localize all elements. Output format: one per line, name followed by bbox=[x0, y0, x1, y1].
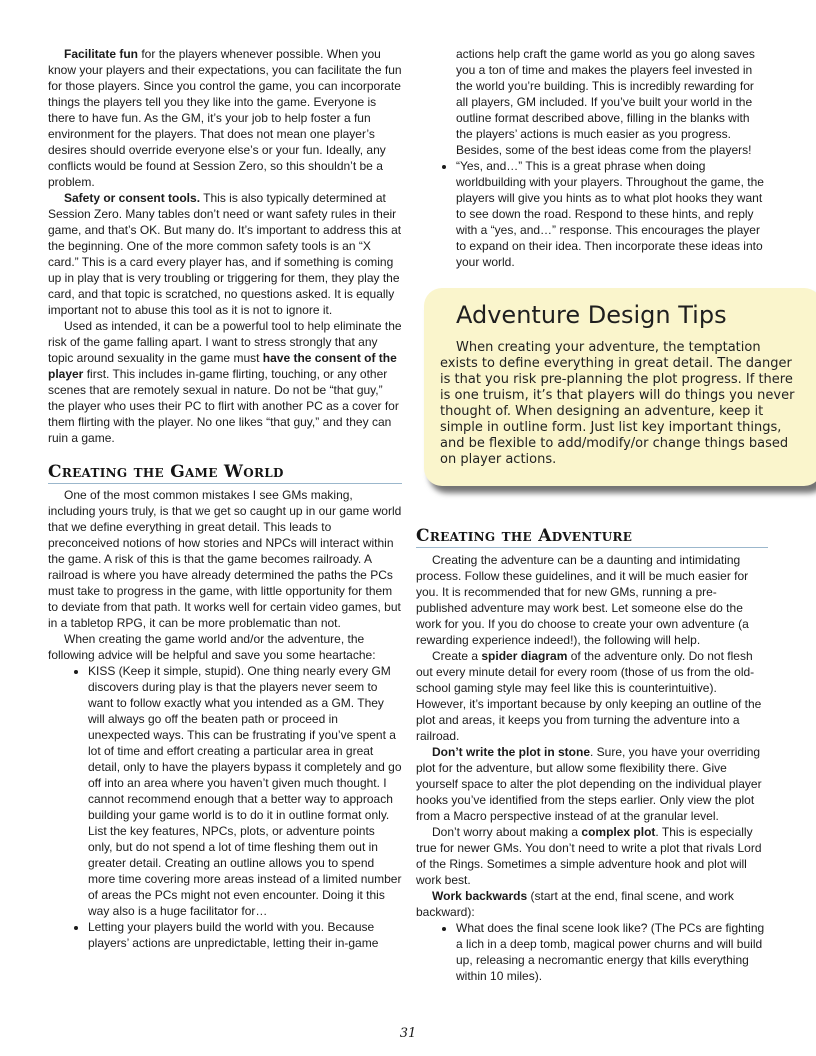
adventure-intro-paragraph: Creating the adventure can be a daunting and intimidating process. Follow these guidelines, and it will be much easier for you. It is recommended that for new GMs, running a pre-published adventure may work best. Let someone else do the work for you. If you do choose to create your own adventure (a rewarding experience indeed!), the following will help. bbox=[416, 553, 749, 647]
left-column bbox=[48, 46, 402, 951]
adventure-tips-sidebar bbox=[424, 288, 816, 486]
facilitate-fun-paragraph bbox=[48, 46, 402, 190]
list-item-yes-and: • “Yes, and…” This is a great phrase when doing worldbuilding with your players. Throughout the game, the players will give you hints as to what plot hooks they want to see down the road. Respond to these hints, and reply with a “yes, and…” response. This encourages the player to expand on their idea. Then incorporate these ideas into your world. bbox=[456, 158, 768, 270]
bullet-continuation: actions help craft the game world as you go along saves you a ton of time and makes the players feel invested in the world you’re building. This is incredibly rewarding for all players, GM included. If you’ve built your world in the outline format described above, filling in the blanks with the players’ actions is much easier as you progress. Besides, some of the best ideas come from the players! bbox=[456, 47, 755, 157]
consent-paragraph bbox=[48, 318, 402, 446]
consent-text-c: first. This includes in-game flirting, touching, or any other scenes that are remotely sexual in nature. Do not be “that guy,” the player who uses their PC to flirt with another PC as a cover for them flirting with the player. No one likes “that guy,” and they can ruin a game. bbox=[48, 367, 399, 445]
page-number: 31 bbox=[399, 1026, 417, 1041]
safety-tools-paragraph bbox=[48, 190, 402, 318]
plot-stone-paragraph bbox=[416, 744, 768, 824]
facilitate-fun-lead: Facilitate fun bbox=[64, 47, 139, 61]
common-mistakes-paragraph: One of the most common mistakes I see GMs making, including yours truly, is that we get so caught up in our game world that we define everything in great detail. This leads to preconceived notions of how stories and NPCs will interact within the game. A risk of this is that the game becomes railroady. A railroad is where you have already determined the paths the PCs must take to progress in the game, with little opportunity for them to deviate from that path. It works well for certain video games, but in a tabletop RPG, it can be more problematic than not. bbox=[48, 488, 402, 630]
consent-emphasis: have the consent of the player bbox=[48, 351, 397, 381]
sidebar-title: Adventure Design Tips bbox=[456, 301, 727, 329]
safety-tools-lead: Safety or consent tools. bbox=[64, 191, 201, 205]
spider-diagram-paragraph bbox=[416, 648, 768, 744]
complex-plot-paragraph bbox=[416, 824, 768, 888]
backwards-text: (start at the end, final scene, and work backward): bbox=[416, 889, 734, 919]
consent-text-a: Used as intended, it can be a powerful tool to help eliminate the risk of the game falling apart. I want to stress strongly that any topic around sexuality in the game must bbox=[48, 319, 402, 365]
complex-emphasis: complex plot bbox=[581, 825, 656, 839]
spider-emphasis: spider diagram bbox=[481, 649, 568, 663]
list-item-kiss: • KISS (Keep it simple, stupid). One thing nearly every GM discovers during play is that the players never seem to want to follow exactly what you intended as a GM. They will always go off the beaten path or proceed in unexpected ways. This can be frustrating if you’ve spent a lot of time and effort creating a particular area in great detail, only to have the players bypass it completely and go off into an area where you haven’t given much thought. I cannot recommend enough that a better way to approach building your game world is to do it in outline format only. List the key features, NPCs, plots, or adventure points only, but do not spend a lot of time fleshing them out in greater detail. Creating an outline allows you to spend more time covering more areas instead of a limited number of areas the PCs might not even encounter. Doing it this way also is a huge facilitator for… bbox=[88, 663, 402, 919]
stone-text: . Sure, you have your overriding plot for the adventure, but allow some flexibility there. Give yourself space to alter the plot depending on the individual player hooks you’ve identified from the steps earlier. Only view the plot from a Macro perspective instead of at the granular level. bbox=[416, 745, 762, 823]
work-backwards-paragraph bbox=[416, 888, 768, 920]
stone-emphasis: Don’t write the plot in stone bbox=[432, 745, 590, 759]
complex-text-c: . This is especially true for newer GMs. You don’t need to write a plot that rivals Lord of the Rings. Sometimes a simple adventure hook and plot will work best. bbox=[416, 825, 762, 887]
yes-and-list bbox=[416, 158, 768, 270]
backwards-list bbox=[416, 920, 768, 984]
world-advice-list bbox=[48, 663, 402, 951]
section-heading-adventure: Creating the Adventure bbox=[416, 526, 768, 548]
complex-text-a: Don’t worry about making a bbox=[432, 825, 582, 839]
list-item-build-world: • Letting your players build the world with you. Because players’ actions are unpredictable, letting their in-game bbox=[88, 919, 402, 951]
list-item-final-scene: • What does the final scene look like? (The PCs are fighting a lich in a deep tomb, magical power churns and will build up, releasing a necromantic energy that kills everything within 10 miles). bbox=[456, 920, 768, 984]
backwards-emphasis: Work backwards bbox=[432, 889, 528, 903]
safety-tools-text: This is also typically determined at Session Zero. Many tables don’t need or want safety rules in their game, and that’s OK. But many do. It’s important to address this at the beginning. One of the more common safety tools is an “X card.” This is a card every player has, and if something is coming up in play that is very troubling or triggering for them, they play the card, and that topic is scratched, no questions asked. It is equally important not to abuse this tool as it is not to ignore it. bbox=[48, 191, 402, 317]
spider-text-c: of the adventure only. Do not flesh out every minute detail for every room (those of us from the old-school gaming style may feel like this is counterintuitive). However, it’s important because by only keeping an outline of the plot and areas, it keeps you from turning the adventure into a railroad. bbox=[416, 649, 762, 743]
spider-text-a: Create a bbox=[432, 649, 482, 663]
facilitate-fun-text: for the players whenever possible. When you know your players and their expectations, you can facilitate the fun for those players. Since you control the game, you can incorporate things the players tell you they like into the game. Everyone is there to have fun. As the GM, it’s your job to help foster a fun environment for the players. That does not mean one player’s desires should override everyone else’s or your fun. Ideally, any conflicts would be found at Session Zero, so this shouldn’t be a problem. bbox=[48, 47, 402, 189]
section-heading-game-world: Creating the Game World bbox=[48, 462, 402, 484]
right-column bbox=[416, 46, 795, 984]
advice-intro-paragraph: When creating the game world and/or the adventure, the following advice will be helpful and save you some heartache: bbox=[48, 632, 376, 662]
sidebar-text: When creating your adventure, the temptation exists to define everything in great detail. The danger is that you risk pre-planning the plot progress. If there is one truism, it’s that players will do things you never thought of. When designing an adventure, keep it simple in outline form. Just list key important things, and be flexible to add/modify/or change things based on player actions. bbox=[440, 340, 795, 467]
